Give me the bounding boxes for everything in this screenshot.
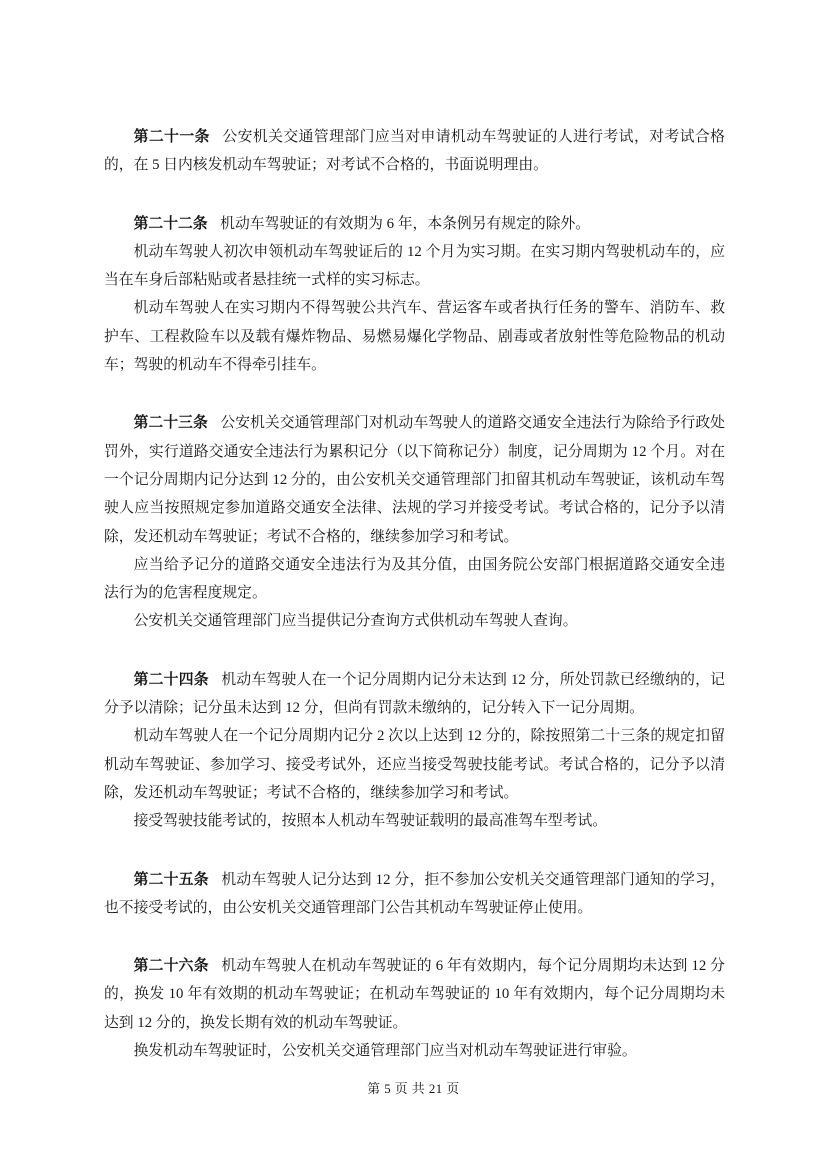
article-lead-text: 机动车驾驶人记分达到 12 分，拒不参加公安机关交通管理部门通知的学习，也不接受考试的，由公安机关交通管理部门公告其机动车驾驶证停止使用。 (104, 871, 725, 916)
article-lead-text: 机动车驾驶人在机动车驾驶证的 6 年有效期内，每个记分周期均未达到 12 分的，换发 10 年有效期的机动车驾驶证；在机动车驾驶证的 10 年有效期内，每个记分周期均未达到 12 分的，换发长期有效的机动车驾驶证。 (104, 958, 725, 1031)
articles-container (104, 123, 725, 1065)
article-number-heading: 第二十三条 (133, 415, 208, 432)
article (104, 123, 725, 180)
article (104, 666, 725, 836)
article (104, 952, 725, 1065)
article-lead-paragraph (104, 409, 725, 550)
article-number-heading: 第二十二条 (133, 215, 208, 232)
article-number-heading: 第二十四条 (133, 671, 209, 688)
article-number-heading: 第二十一条 (133, 129, 210, 145)
article-lead-text: 机动车驾驶证的有效期为 6 年，本条例另有规定的除外。 (220, 215, 591, 232)
article-paragraph: 公安机关交通管理部门应当提供记分查询方式供机动车驾驶人查询。 (133, 613, 578, 630)
article (104, 866, 725, 923)
article-lead-paragraph (104, 952, 725, 1037)
article-paragraph: 换发机动车驾驶证时，公安机关交通管理部门应当对机动车驾驶证进行审验。 (133, 1043, 637, 1060)
article-number-heading: 第二十五条 (133, 871, 209, 888)
article-lead-paragraph (104, 666, 725, 723)
article-paragraph: 机动车驾驶人在一个记分周期内记分 2 次以上达到 12 分的，除按照第二十三条的规定扣留机动车驾驶证、参加学习、接受考试外，还应当接受驾驶技能考试。考试合格的，记分予以清除，发还机动车驾驶证；考试不合格的，继续参加学习和考试。 (104, 728, 725, 801)
article-lead-text: 机动车驾驶人在一个记分周期内记分未达到 12 分，所处罚款已经缴纳的，记分予以清除；记分虽未达到 12 分，但尚有罚款未缴纳的，记分转入下一记分周期。 (104, 671, 725, 717)
article-paragraph: 机动车驾驶人初次申领机动车驾驶证后的 12 个月为实习期。在实习期内驾驶机动车的，应当在车身后部粘贴或者悬挂统一式样的实习标志。 (104, 243, 725, 289)
article-lead-text: 公安机关交通管理部门应当对申请机动车驾驶证的人进行考试，对考试合格的，在 5 日内核发机动车驾驶证；对考试不合格的，书面说明理由。 (104, 129, 725, 174)
article-number-heading: 第二十六条 (133, 958, 209, 975)
page-footer: 第 5 页 共 21 页 (367, 1082, 460, 1096)
article (104, 210, 725, 380)
article-paragraph: 接受驾驶技能考试的，按照本人机动车驾驶证载明的最高准驾车型考试。 (133, 813, 608, 830)
article-paragraph: 机动车驾驶人在实习期内不得驾驶公共汽车、营运客车或者执行任务的警车、消防车、救护车、工程救险车以及载有爆炸物品、易燃易爆化学物品、剧毒或者放射性等危险物品的机动车；驾驶的机动车不得牵引挂车。 (104, 300, 725, 374)
article-lead-text: 公安机关交通管理部门对机动车驾驶人的道路交通安全违法行为除给予行政处罚外，实行道路交通安全违法行为累积记分（以下简称记分）制度，记分周期为 12 个月。对在一个记分周期内记分达到 12 分的，由公安机关交通管理部门扣留其机动车驾驶证，该机动车驾驶人应当按照规定参加道路交通安全法律、法规的学习并接受考试。考试合格的，记分予以清除，发还机动车驾驶证；考试不合格的，继续参加学习和考试。 (104, 415, 725, 545)
article-paragraph: 应当给予记分的道路交通安全违法行为及其分值，由国务院公安部门根据道路交通安全违法行为的危害程度规定。 (104, 556, 725, 602)
article-lead-paragraph (104, 210, 725, 238)
article (104, 409, 725, 635)
article-lead-paragraph (104, 123, 725, 180)
article-lead-paragraph (104, 866, 725, 923)
